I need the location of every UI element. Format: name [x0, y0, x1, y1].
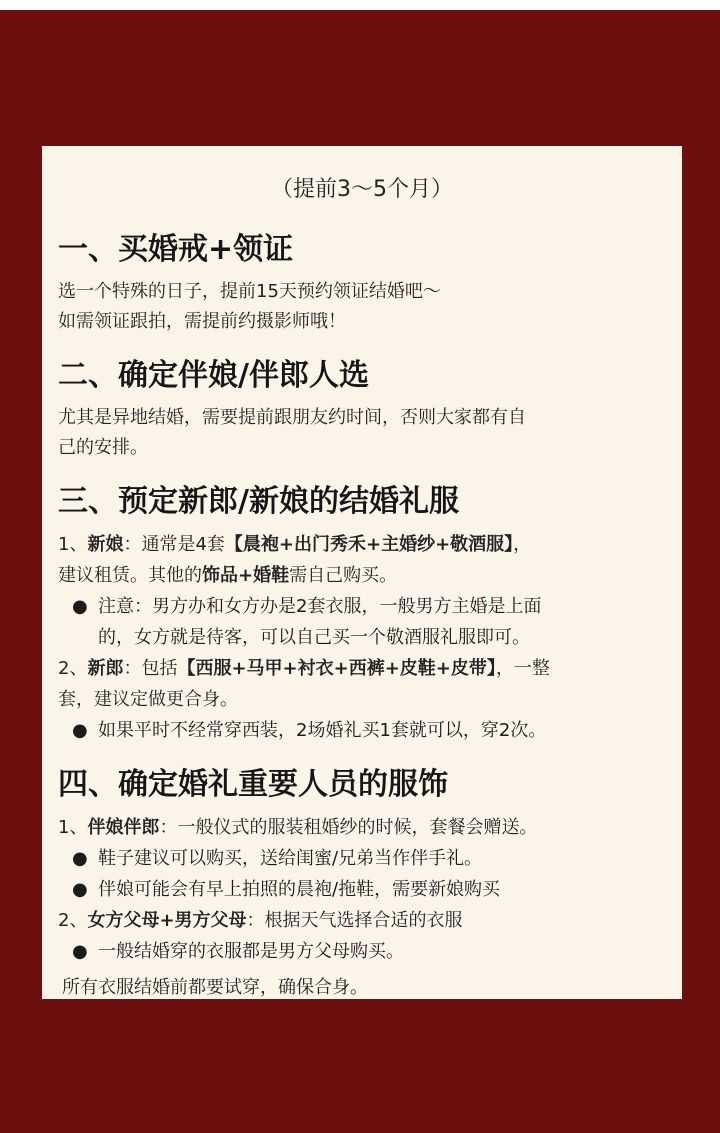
- bullet-dot-icon: ●: [72, 941, 88, 962]
- section-title: 三、预定新郎/新娘的结婚礼服: [58, 484, 459, 519]
- section-text: 己的安排。: [58, 437, 148, 458]
- bullet-dot-icon: ●: [72, 848, 88, 869]
- section-title: 四、确定婚礼重要人员的服饰: [58, 767, 448, 802]
- bullet-item: ● 鞋子建议可以购买，送给闺蜜/兄弟当作伴手礼。: [58, 843, 666, 874]
- subtitle: （提前3～5个月）: [271, 177, 453, 202]
- list-item: 2、女方父母+男方父母：根据天气选择合适的衣服: [58, 910, 463, 931]
- section-title: 二、确定伴娘/伴郎人选: [58, 358, 369, 393]
- bride-item: 1、新娘：通常是4套【晨袍+出门秀禾+主婚纱+敬酒服】，: [58, 534, 532, 555]
- bullet-dot-icon: ●: [72, 879, 88, 900]
- bullet-dot-icon: ●: [72, 720, 88, 741]
- section-text: 如需领证跟拍，需提前约摄影师哦！: [58, 311, 346, 332]
- section-text: 尤其是异地结婚，需要提前跟朋友约时间，否则大家都有自: [58, 407, 526, 428]
- bullet-dot-icon: ●: [72, 596, 88, 617]
- groom-item-cont: 套，建议定做更合身。: [58, 689, 238, 710]
- section-text: 选一个特殊的日子，提前15天预约领证结婚吧～: [58, 281, 441, 302]
- section-bridesmaids: [58, 355, 666, 463]
- bullet-item: ● 伴娘可能会有早上拍照的晨袍/拖鞋，需要新娘购买: [58, 874, 666, 905]
- footer-note: 所有衣服结婚前都要试穿，确保合身。: [62, 977, 368, 998]
- bullet-item: ● 如果平时不经常穿西装，2场婚礼买1套就可以，穿2次。: [58, 715, 666, 746]
- top-border: [0, 0, 720, 10]
- section-title: 一、买婚戒+领证: [58, 232, 294, 267]
- list-item: 1、伴娘伴郎：一般仪式的服装租婚纱的时候，套餐会赠送。: [58, 817, 538, 838]
- bullet-item: ● 一般结婚穿的衣服都是男方父母购买。: [58, 936, 666, 967]
- section-key-people-attire: [58, 764, 666, 1003]
- bride-item-cont: 建议租赁。其他的饰品+婚鞋需自己购买。: [58, 565, 398, 586]
- bullet-item: ● 注意：男方办和女方办是2套衣服，一般男方主婚是上面 的，女方就是待客，可以自己买一个敬酒服礼服即可。: [58, 591, 666, 653]
- section-buy-rings: [58, 229, 666, 337]
- groom-item: 2、新郎：包括【西服+马甲+衬衣+西裤+皮鞋+皮带】，一整: [58, 658, 550, 679]
- section-wedding-attire: [58, 481, 666, 746]
- content-card: [42, 146, 682, 999]
